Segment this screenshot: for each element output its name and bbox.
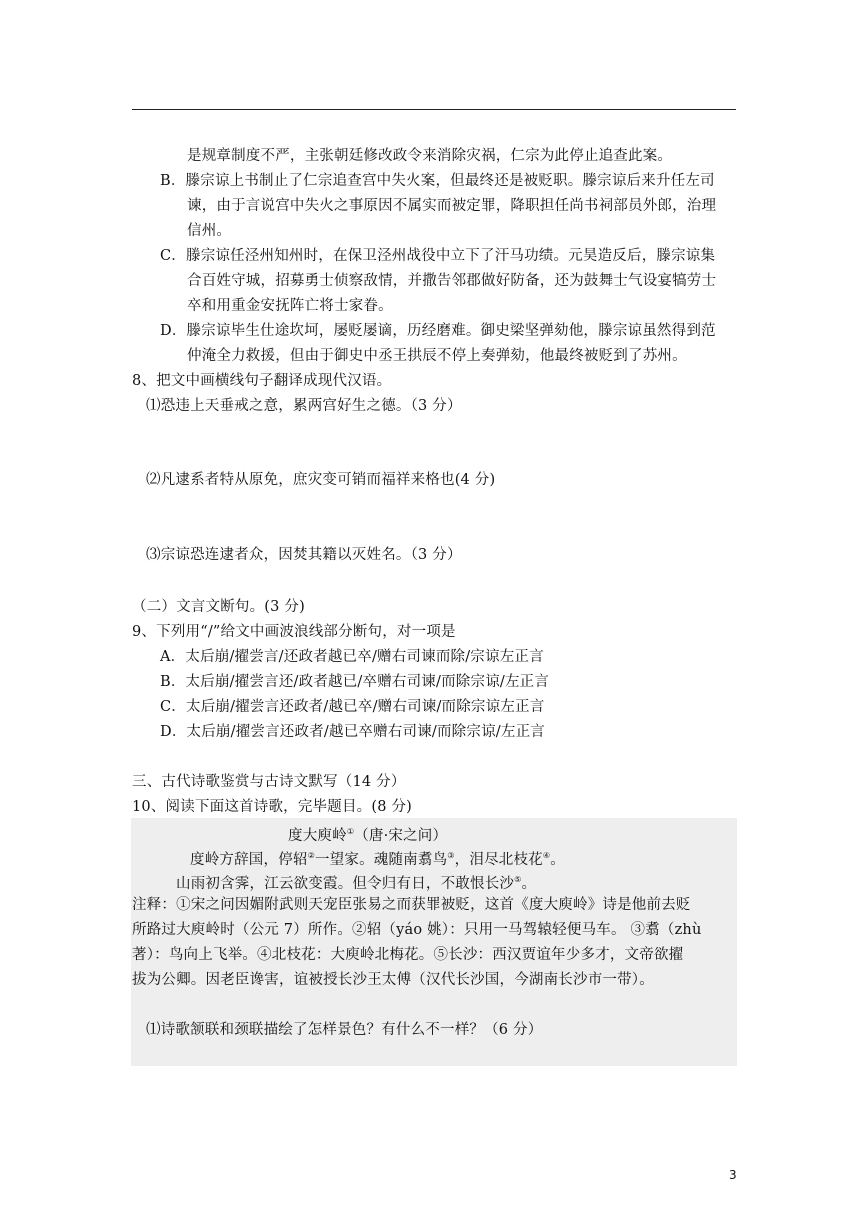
section3-title: 三、古代诗歌鉴赏与古诗文默写（14 分） (132, 774, 406, 790)
q9-option-c: C．太后崩/擢尝言还政者/越已卒/赠右司谏/而除宗谅左正言 (160, 699, 545, 715)
poem-title-note: ① (346, 827, 355, 836)
poem-line-2-part: 。 (521, 875, 537, 892)
q9-option-d: D．太后崩/擢尝言还政者/越已卒赠右司谏/而除宗谅/左正言 (160, 724, 545, 740)
q8-sentence-2: ⑵凡逮系者特从原免，庶灾变可销而福祥来格也(4 分) (146, 472, 496, 488)
q7-option-d-line1: D．滕宗谅毕生仕途坎坷，屡贬屡谪，历经磨难。御史梁坚弹劾他，滕宗谅虽然得到范 (160, 323, 716, 339)
q10-stem: 10、阅读下面这首诗歌，完毕题目。(8 分) (132, 799, 412, 815)
poem-line-1 (190, 846, 565, 870)
q7-option-b-line2: 谏，由于言说宫中失火之事原因不属实而被定罪，降职担任尚书祠部员外郎，治理 (187, 198, 717, 214)
q8-sentence-1: ⑴恐违上天垂戒之意，累两宫好生之德。（3 分） (146, 398, 462, 414)
header-rule (132, 109, 736, 110)
page-number: 3 (729, 1168, 737, 1182)
poem-line-1-part: 度岭方辞国，停轺 (190, 851, 308, 868)
poem-note-mark: ② (307, 851, 315, 860)
q7-option-c-line2: 合百姓守城，招募勇士侦察敌情，并撒告邻郡做好防备，还为鼓舞士气设宴犒劳士 (187, 273, 717, 289)
poem-notes-line2: 所路过大庾岭时（公元 7）所作。②轺（yáo 姚）：只用一马驾辕轻便马车。 ③翥（zhù (132, 922, 702, 938)
poem-notes-line1: 注释：①宋之问因媚附武则天宠臣张易之而获罪被贬，这首《度大庾岭》诗是他前去贬 (132, 897, 691, 913)
poem-note-mark: ⑤ (514, 875, 522, 884)
poem-line-1-part: 一望家。魂随南翥鸟 (314, 851, 448, 868)
q8-sentence-3: ⑶宗谅恐连逮者众，因焚其籍以灭姓名。（3 分） (146, 547, 462, 563)
q7-option-b-line1: B．滕宗谅上书制止了仁宗追查宫中失火案，但最终还是被贬职。滕宗谅后来升任左司 (160, 173, 715, 189)
q9-option-b: B．太后崩/擢尝言还/政者越已/卒赠右司谏/而除宗谅/左正言 (160, 674, 550, 690)
q7-option-c-line3: 卒和用重金安抚阵亡将士家眷。 (187, 298, 393, 314)
q8-title: 8、把文中画横线句子翻译成现代汉语。 (132, 373, 392, 389)
poem-line-1-part: ，泪尽北枝花 (454, 851, 543, 868)
q9-option-a: A．太后崩/擢尝言/还政者越已卒/赠右司谏而除/宗谅左正言 (160, 649, 544, 665)
poem-notes-line4: 拔为公卿。因老臣谗害，谊被授长沙王太傅（汉代长沙国，今湖南长沙市一带）。 (132, 972, 654, 988)
q7-option-d-line2: 仲淹全力救援，但由于御史中丞王拱辰不停上奏弹劾，他最终被贬到了苏州。 (187, 348, 687, 364)
q7-option-a-tail: 是规章制度不严，主张朝廷修改政令来消除灾祸，仁宗为此停止追查此案。 (187, 148, 673, 164)
poem-line-2 (176, 870, 536, 894)
poem-note-mark: ④ (542, 851, 551, 860)
q10-subquestion-1: ⑴诗歌颔联和颈联描绘了怎样景色？有什么不一样？（6 分） (146, 1022, 543, 1038)
poem-line-2-part: 山雨初含霁，江云欲变霞。但令归有日，不敢恨长沙 (176, 875, 515, 892)
poem-author: （唐·宋之问） (354, 827, 448, 844)
poem-title: 度大庾岭 (288, 827, 347, 844)
poem-title-line (288, 822, 447, 846)
poem-note-mark: ③ (447, 851, 455, 860)
poem-notes-line3: 著）：鸟向上飞举。④北枝花：大庾岭北梅花。⑤长沙：西汉贾谊年少多才，文帝欲擢 (132, 947, 684, 963)
q9-stem: 9、下列用“/”给文中画波浪线部分断句，对一项是 (132, 624, 456, 640)
poem-line-1-part: 。 (550, 851, 565, 868)
section2-title: （二）文言文断句。(3 分) (132, 599, 305, 615)
q7-option-c-line1: C．滕宗谅任泾州知州时，在保卫泾州战役中立下了汗马功绩。元昊造反后，滕宗谅集 (160, 248, 716, 264)
q7-option-b-line3: 信州。 (187, 223, 232, 239)
